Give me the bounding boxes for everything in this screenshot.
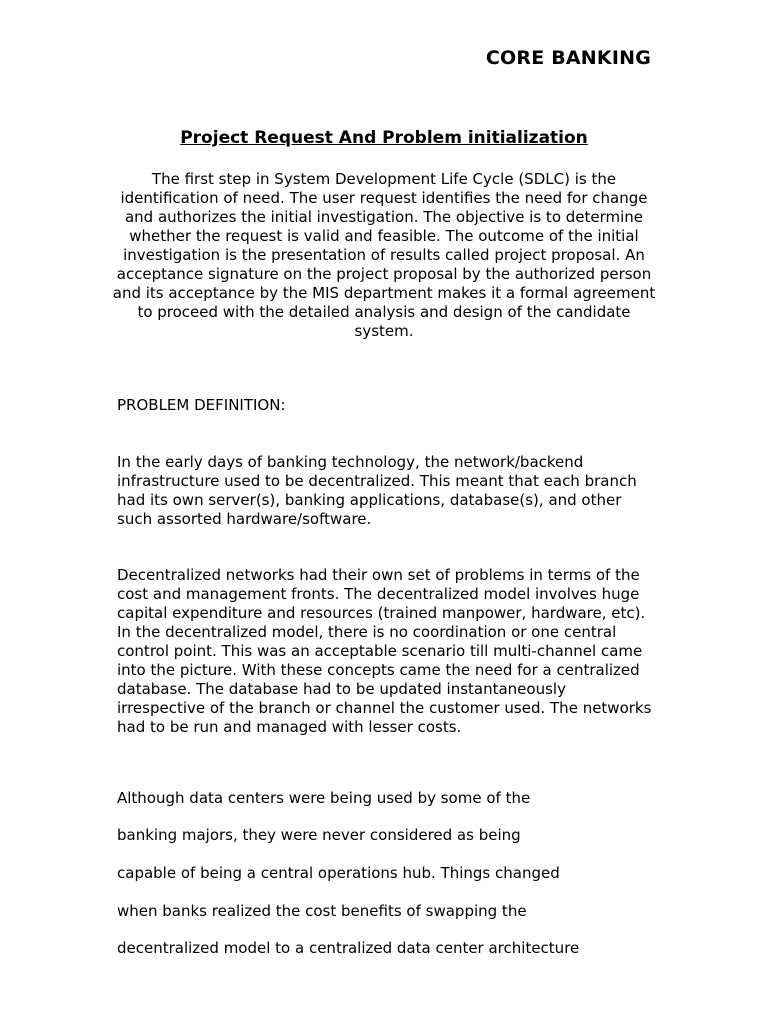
spaced-line-5: decentralized model to a centralized data center architecture [117, 939, 580, 957]
intro-paragraph: The first step in System Development Life Cycle (SDLC) is the identification of need. The user request identifies the need for change and authorizes the initial investigation. The objective is to determine whether the request is valid and feasible. The outcome of the initial investigation is the presentation of results called project proposal. An acceptance signature on the project proposal by the authorized person and its acceptance by the MIS department makes it a formal agreement to proceed with the detailed analysis and design of the candidate system. [112, 170, 656, 340]
paragraph-decentralized-networks: Decentralized networks had their own set of problems in terms of the cost and management fronts. The decentralized model involves huge capital expenditure and resources (trained manpower, hardware, etc). In the decentralized model, there is no coordination or one central control point. This was an acceptable scenario till multi-channel came into the picture. With these concepts came the need for a centralized database. The database had to be updated instantaneously irrespective of the branch or channel the customer used. The networks had to be run and managed with lesser costs. [117, 566, 652, 736]
header-title: CORE BANKING [485, 47, 651, 69]
section-title: Project Request And Problem initialization [180, 128, 588, 148]
spaced-line-2: banking majors, they were never considered as being [117, 826, 521, 844]
spaced-line-4: when banks realized the cost benefits of swapping the [117, 902, 527, 920]
spaced-line-1: Although data centers were being used by some of the [117, 789, 531, 807]
paragraph-decentralized-infrastructure: In the early days of banking technology, the network/backend infrastructure used to be decentralized. This meant that each branch had its own server(s), banking applications, database(s), and other such assorted hardware/software. [117, 453, 637, 528]
problem-definition-label: PROBLEM DEFINITION: [117, 396, 286, 414]
spaced-line-3: capable of being a central operations hub. Things changed [117, 864, 560, 882]
